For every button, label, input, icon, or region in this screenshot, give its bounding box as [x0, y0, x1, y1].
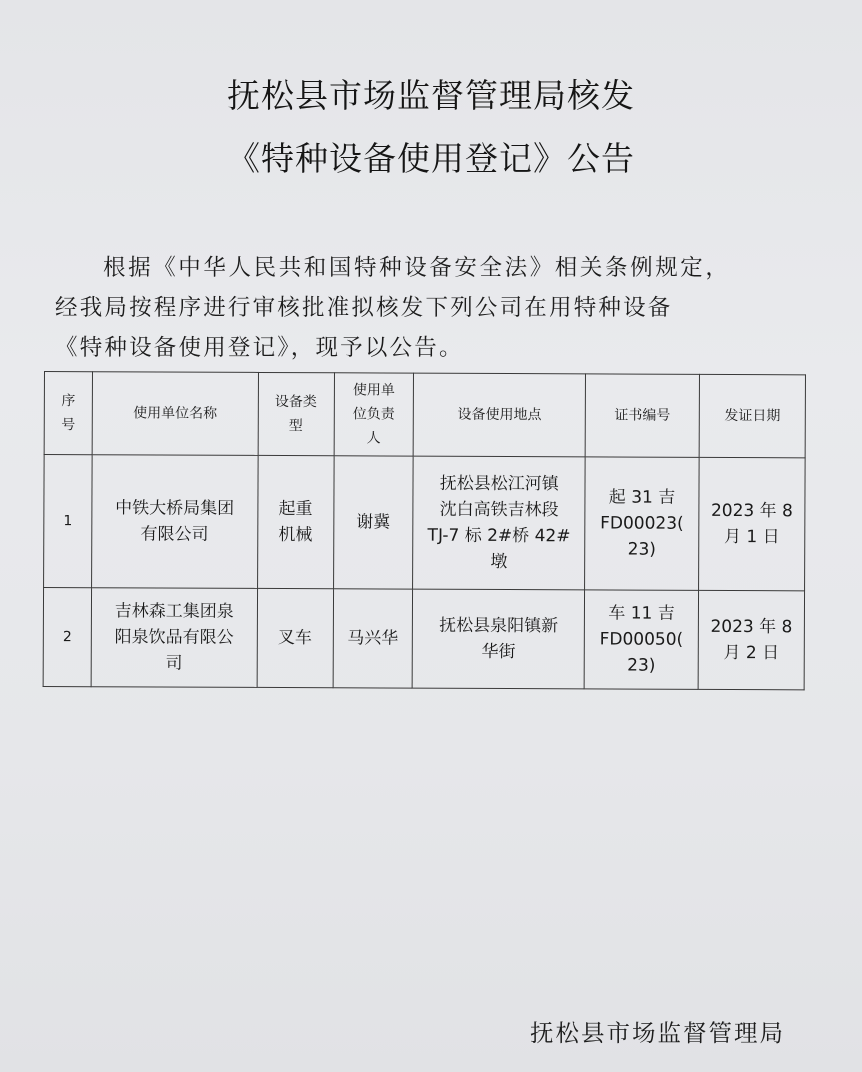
- cell-issue-date: [699, 457, 806, 590]
- header-issue-date: 发证日期: [699, 374, 805, 457]
- cell-cert-line-2: FD00050(: [599, 629, 684, 650]
- header-no: [44, 372, 92, 455]
- header-person-part-1: 使用单: [352, 382, 395, 399]
- cell-date-line-1: 2023 年 8: [710, 616, 793, 638]
- intro-line-3: 《特种设备使用登记》，现予以公告。: [55, 335, 464, 361]
- header-location: 设备使用地点: [414, 373, 586, 457]
- cell-unit-name: [91, 455, 257, 589]
- intro-paragraph: [55, 248, 815, 368]
- cell-location: [413, 589, 585, 689]
- issuer-signature: 抚松县市场监督管理局: [530, 1019, 785, 1047]
- header-no-part-1: 序: [61, 393, 76, 410]
- cell-person: 谢冀: [333, 456, 413, 589]
- cell-location-line-2: 沈白高铁吉林段: [439, 499, 559, 521]
- header-no-part-2: 号: [61, 417, 76, 434]
- cell-date-line-1: 2023 年 8: [710, 500, 793, 522]
- cell-cert-no: [584, 590, 698, 689]
- table-row: [43, 588, 804, 690]
- intro-line-1: 根据《中华人民共和国特种设备安全法》相关条例规定，: [103, 255, 731, 281]
- intro-line-2: 经我局按程序进行审核批准拟核发下列公司在用特种设备: [55, 295, 673, 321]
- document-title-line-1: 抚松县市场监督管理局核发: [227, 76, 635, 115]
- cell-cert-line-1: 车 11 吉: [608, 603, 675, 624]
- cell-date-line-2: 月 1 日: [723, 526, 780, 548]
- cell-issue-date: [698, 590, 804, 689]
- cell-type-line-1: 起重: [278, 499, 313, 520]
- cell-unit-line-1: 吉林森工集团泉: [114, 601, 234, 622]
- cell-no: 1: [44, 455, 93, 588]
- cell-cert-line-3: 23): [627, 539, 656, 560]
- cell-location-line-1: 抚松县泉阳镇新: [439, 615, 559, 637]
- cell-cert-line-3: 23): [627, 655, 656, 676]
- document-title-line-2: 《特种设备使用登记》公告: [227, 139, 635, 178]
- header-person-in-charge: [334, 373, 414, 456]
- cell-cert-line-1: 起 31 吉: [608, 487, 676, 508]
- registration-table: [43, 371, 806, 690]
- cell-location: [413, 456, 585, 590]
- table-header-row: [44, 372, 805, 458]
- cell-no: 2: [43, 588, 91, 687]
- table-row: [44, 455, 806, 591]
- header-cert-no: 证书编号: [585, 374, 699, 457]
- cell-location-line-1: 抚松县松江河镇: [439, 473, 559, 495]
- cell-location-line-2: 华街: [481, 641, 516, 663]
- cell-equipment-type: [257, 455, 333, 588]
- cell-type-line-2: 机械: [278, 525, 313, 546]
- cell-unit-line-2: 阳泉饮品有限公: [114, 627, 234, 648]
- cell-person: 马兴华: [333, 589, 413, 688]
- cell-location-line-3: TJ-7 标 2#桥 42#: [427, 525, 571, 547]
- cell-equipment-type: 叉车: [257, 588, 333, 687]
- header-equipment-type: [258, 372, 334, 455]
- cell-date-line-2: 月 2 日: [723, 642, 780, 664]
- cell-unit-name: [91, 588, 257, 688]
- cell-cert-no: [585, 457, 700, 590]
- header-person-part-2: 位负责: [352, 406, 395, 423]
- header-type-part-1: 设备类: [274, 394, 317, 411]
- cell-unit-line-3: 司: [165, 653, 183, 674]
- cell-location-line-4: 墩: [490, 551, 508, 573]
- cell-cert-line-2: FD00023(: [600, 513, 684, 534]
- header-unit-name: 使用单位名称: [92, 372, 258, 456]
- cell-unit-line-1: 中铁大桥局集团: [115, 498, 235, 519]
- header-type-part-2: 型: [288, 418, 303, 435]
- header-person-part-3: 人: [366, 430, 381, 447]
- cell-unit-line-2: 有限公司: [140, 524, 209, 545]
